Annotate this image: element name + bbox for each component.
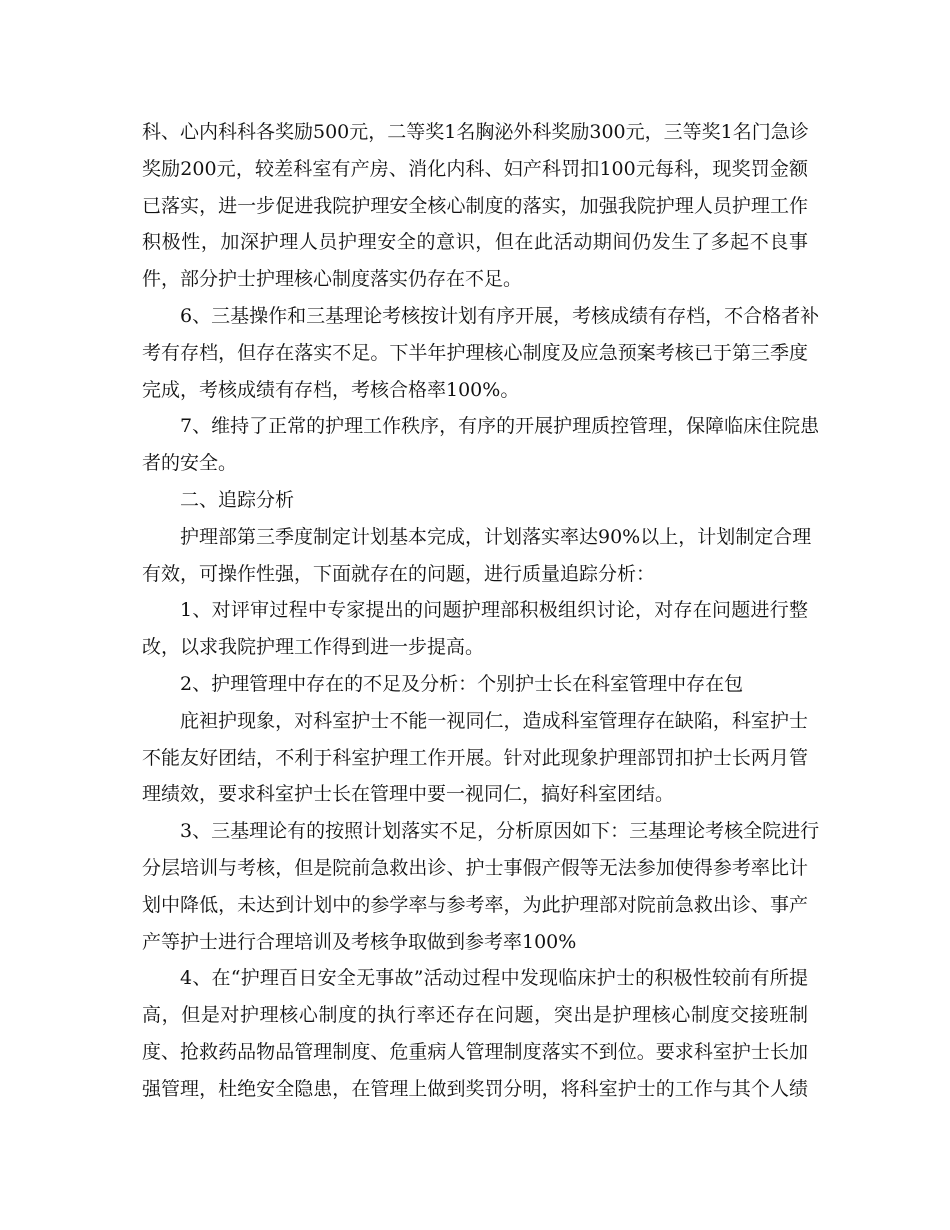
text-line-18: 不能友好团结，不利于科室护理工作开展。针对此现象护理部罚扣护士长两月管 (142, 746, 808, 769)
text-line-24: 4、在“护理百日安全无事故”活动过程中发现临床护士的积极性较前有所提 (180, 967, 808, 990)
text-line-22: 划中降低，未达到计划中的参学率与参考率，为此护理部对院前急救出诊、事产 (142, 893, 808, 916)
text-line-5: 件，部分护士护理核心制度落实仍存在不足。 (142, 268, 523, 291)
text-line-15: 改，以求我院护理工作得到进一步提高。 (142, 636, 485, 659)
section-heading: 二、追踪分析 (180, 488, 295, 511)
text-line-16: 2、护理管理中存在的不足及分析：个别护士长在科室管理中存在包 (180, 672, 744, 695)
text-line-25: 高，但是对护理核心制度的执行率还存在问题，突出是护理核心制度交接班制 (142, 1004, 808, 1027)
text-line-2: 奖励200元，较差科室有产房、消化内科、妇产科罚扣100元每科，现奖罚金额 (142, 157, 808, 180)
text-line-23: 产等护士进行合理培训及考核争取做到参考率100% (142, 930, 577, 953)
text-line-27: 强管理，杜绝安全隐患，在管理上做到奖罚分明，将科室护士的工作与其个人绩 (142, 1077, 808, 1100)
text-line-4: 积极性，加深护理人员护理安全的意识，但在此活动期间仍发生了多起不良事 (142, 231, 808, 254)
text-line-8: 完成，考核成绩有存档，考核合格率100%。 (142, 378, 520, 401)
text-line-12: 护理部第三季度制定计划基本完成，计划落实率达90%以上，计划制定合理 (180, 525, 812, 548)
text-line-7: 考有存档，但存在落实不足。下半年护理核心制度及应急预案考核已于第三季度 (142, 341, 808, 364)
text-line-20: 3、三基理论有的按照计划落实不足，分析原因如下：三基理论考核全院进行 (180, 820, 820, 843)
document-body (142, 114, 820, 1108)
text-line-17: 庇袒护现象，对科室护士不能一视同仁，造成科室管理存在缺陷，科室护士 (180, 709, 808, 732)
text-line-14: 1、对评审过程中专家提出的问题护理部积极组织讨论，对存在问题进行整 (180, 599, 808, 622)
text-line-3: 已落实，进一步促进我院护理安全核心制度的落实，加强我院护理人员护理工作 (142, 194, 808, 217)
text-line-6: 6、三基操作和三基理论考核按计划有序开展，考核成绩有存档，不合格者补 (180, 304, 820, 327)
text-line-19: 理绩效，要求科室护士长在管理中要一视同仁，搞好科室团结。 (142, 783, 675, 806)
text-line-9: 7、维持了正常的护理工作秩序，有序的开展护理质控管理，保障临床住院患 (180, 415, 820, 438)
text-line-21: 分层培训与考核，但是院前急救出诊、护士事假产假等无法参加使得参考率比计 (142, 856, 808, 879)
text-line-1: 科、心内科科各奖励500元，二等奖1名胸泌外科奖励300元，三等奖1名门急诊 (142, 121, 809, 143)
text-line-26: 度、抢救药品物品管理制度、危重病人管理制度落实不到位。要求科室护士长加 (142, 1040, 808, 1063)
text-line-13: 有效，可操作性强，下面就存在的问题，进行质量追踪分析： (142, 562, 656, 585)
text-line-10: 者的安全。 (142, 452, 238, 475)
